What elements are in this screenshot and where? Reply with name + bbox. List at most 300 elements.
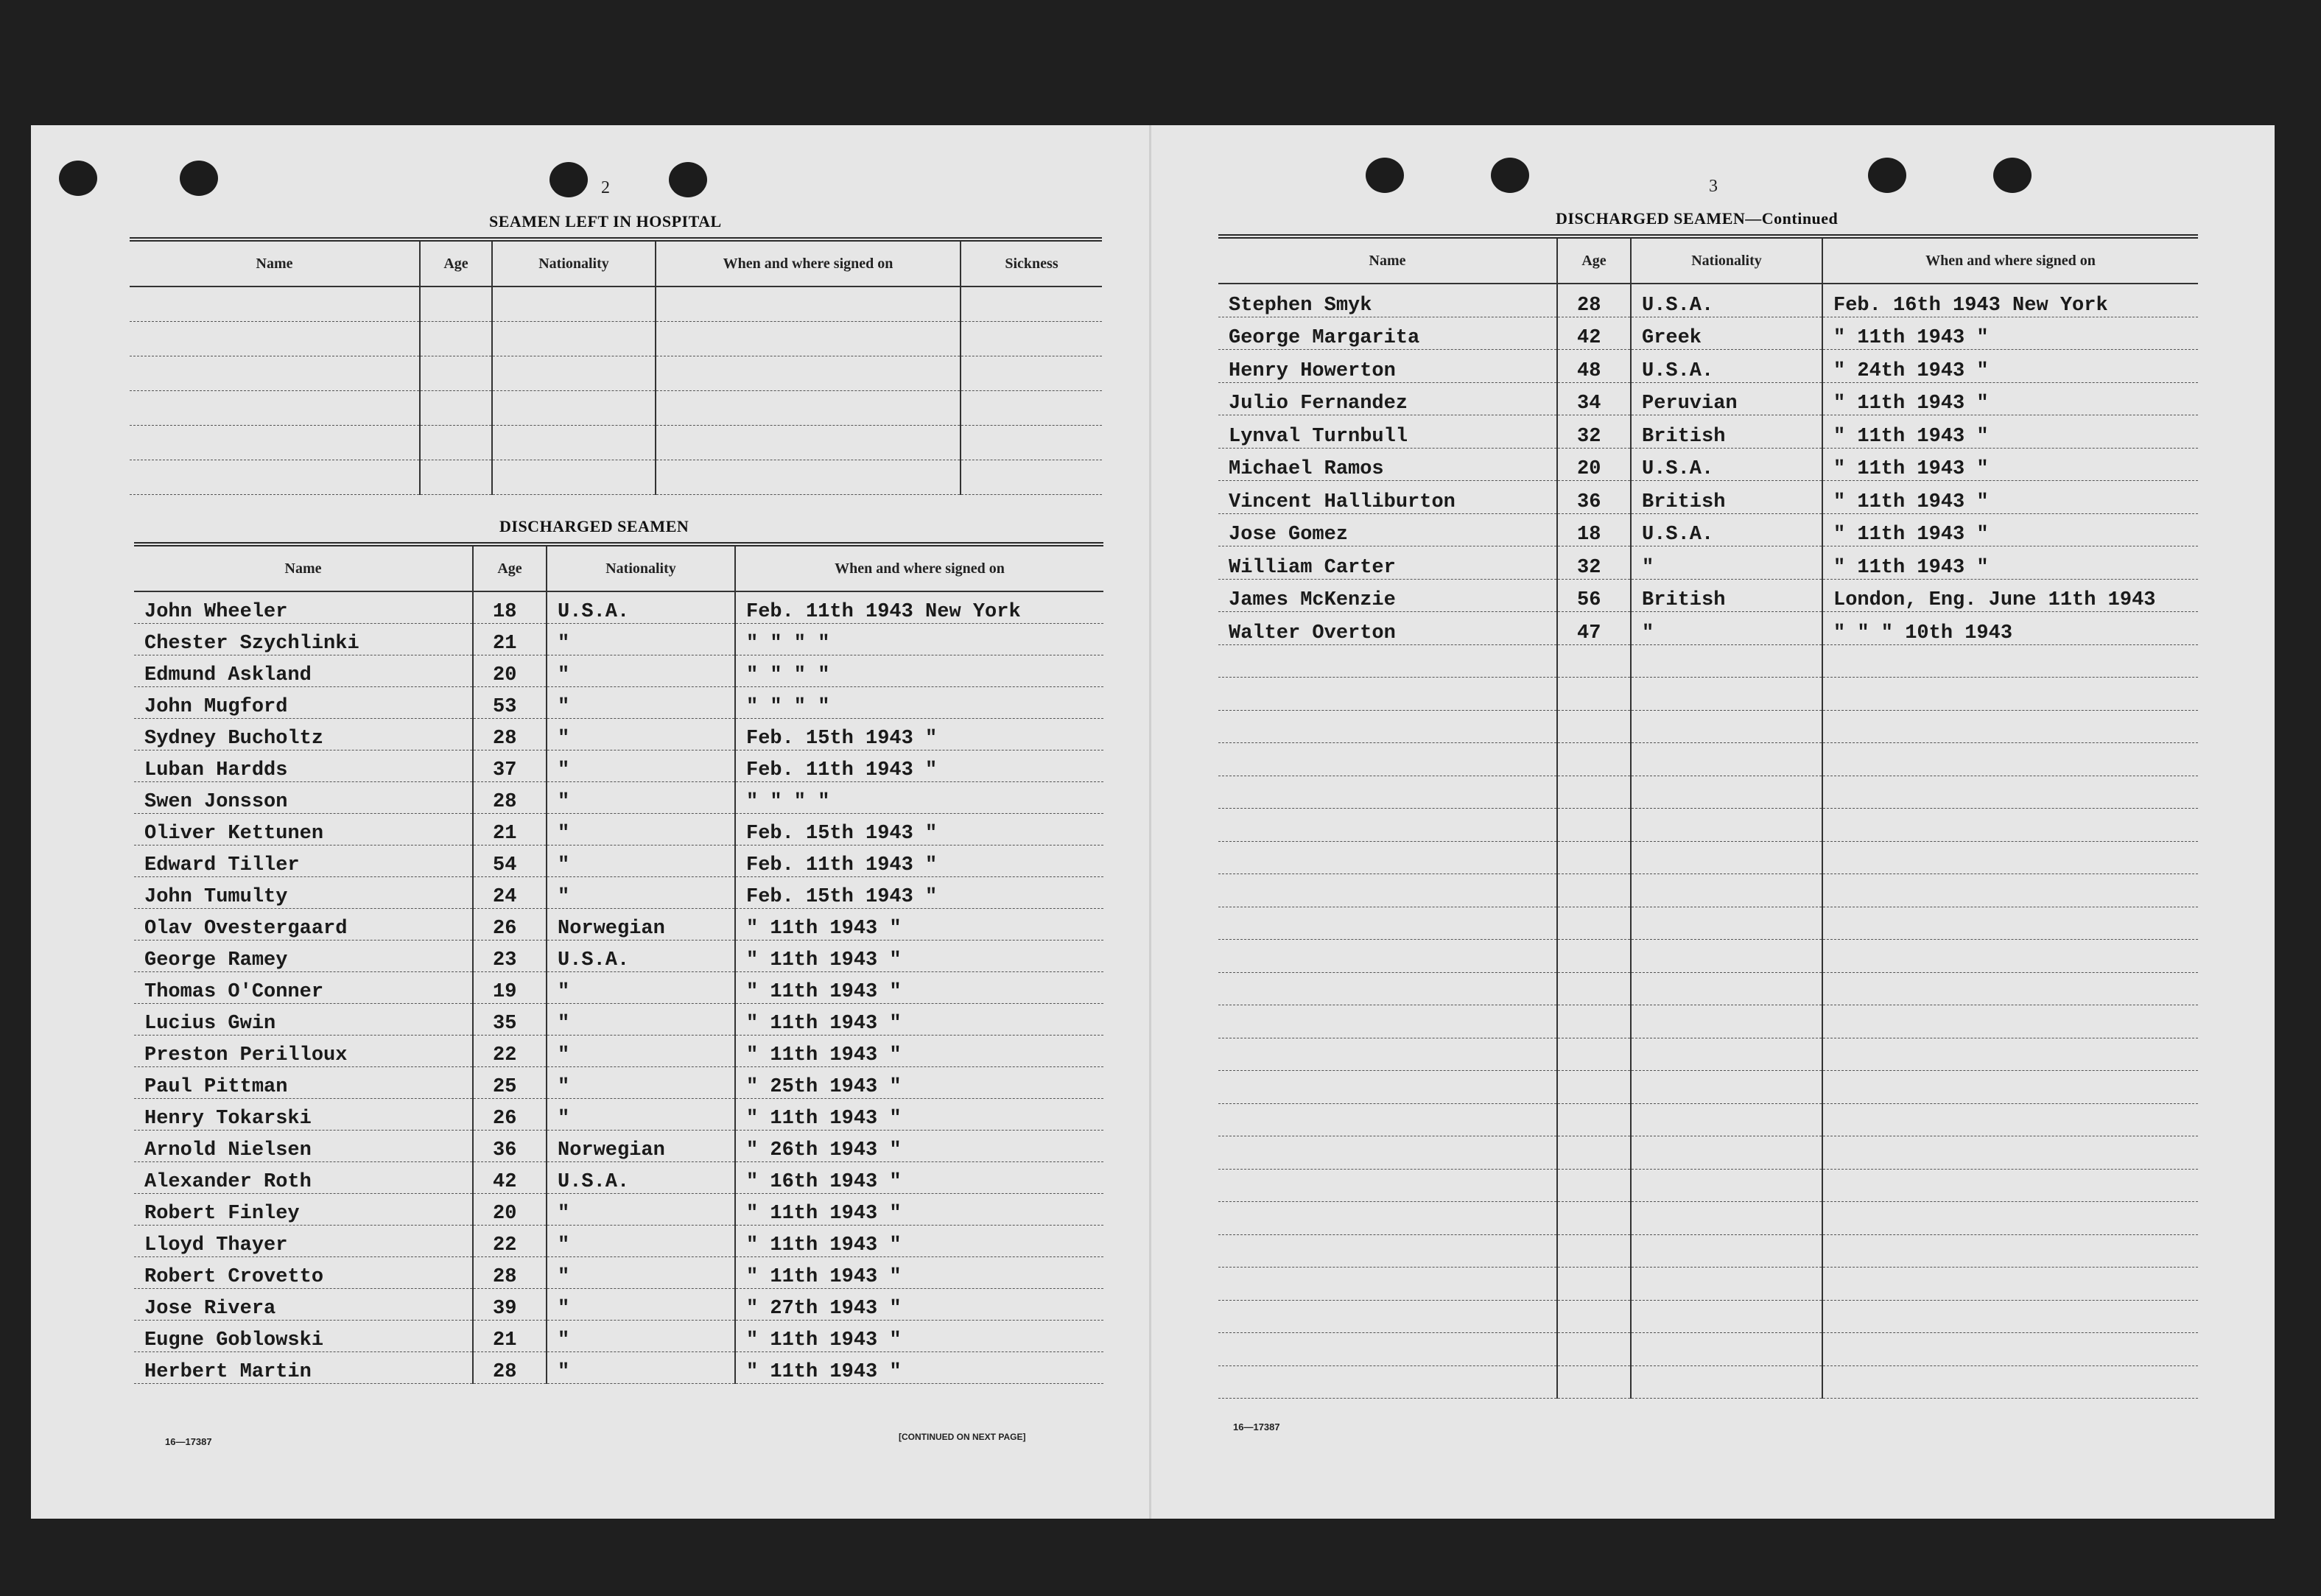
table-row: [1218, 1268, 2198, 1301]
table-row: [134, 846, 1103, 877]
table-cell: Lucius Gwin: [134, 1004, 473, 1036]
table-cell: 39: [473, 1289, 547, 1321]
table-cell: 42: [1557, 317, 1631, 350]
empty-cell: [1557, 972, 1631, 1005]
empty-cell: [1822, 776, 2198, 809]
empty-cell: [1557, 1333, 1631, 1366]
table-cell: " 26th 1943 ": [735, 1131, 1103, 1162]
table-cell: John Tumulty: [134, 877, 473, 909]
table-cell: " " " 10th 1943: [1822, 612, 2198, 645]
table-cell: Henry Howerton: [1218, 350, 1557, 383]
table-cell: London, Eng. June 11th 1943: [1822, 579, 2198, 612]
empty-cell: [1218, 1365, 1557, 1399]
empty-cell: [1822, 809, 2198, 842]
table-cell: ": [547, 972, 735, 1004]
table-cell: " " " ": [735, 655, 1103, 687]
table-cell: U.S.A.: [547, 1162, 735, 1194]
table-cell: U.S.A.: [1631, 350, 1822, 383]
table-cell: British: [1631, 415, 1822, 449]
table-cell: Feb. 15th 1943 ": [735, 877, 1103, 909]
table-cell: Feb. 11th 1943 ": [735, 846, 1103, 877]
table-row: [1218, 1071, 2198, 1104]
empty-cell: [130, 322, 420, 356]
hospital-table: [130, 237, 1102, 495]
empty-cell: [1822, 972, 2198, 1005]
table-cell: ": [547, 877, 735, 909]
empty-cell: [1822, 1038, 2198, 1071]
empty-cell: [1822, 1300, 2198, 1333]
left-page: [97, 125, 1110, 1519]
table-cell: " 27th 1943 ": [735, 1289, 1103, 1321]
table-row: [1218, 612, 2198, 645]
empty-cell: [130, 356, 420, 391]
table-row: [134, 591, 1103, 624]
empty-cell: [1218, 1300, 1557, 1333]
form-number: 16—17387: [1233, 1421, 1280, 1432]
empty-cell: [1218, 1038, 1557, 1071]
table-cell: " 24th 1943 ": [1822, 350, 2198, 383]
table-cell: " 11th 1943 ": [735, 1321, 1103, 1352]
empty-cell: [1631, 907, 1822, 940]
table-cell: 22: [473, 1226, 547, 1257]
table-cell: 25: [473, 1067, 547, 1099]
table-cell: ": [547, 655, 735, 687]
table-cell: ": [1631, 612, 1822, 645]
table-cell: Vincent Halliburton: [1218, 481, 1557, 514]
table-row: [1218, 972, 2198, 1005]
table-cell: Olav Ovestergaard: [134, 909, 473, 941]
table-row: [130, 426, 1102, 460]
table-row: [1218, 546, 2198, 580]
table-row: [1218, 350, 2198, 383]
table-row: [134, 1131, 1103, 1162]
empty-cell: [1218, 1268, 1557, 1301]
table-row: [134, 1194, 1103, 1226]
empty-cell: [1631, 1333, 1822, 1366]
empty-cell: [1822, 1202, 2198, 1235]
empty-cell: [656, 460, 961, 495]
table-cell: 20: [1557, 448, 1631, 481]
empty-cell: [1218, 678, 1557, 711]
empty-cell: [961, 460, 1102, 495]
empty-cell: [656, 391, 961, 426]
column-header: When and where signed on: [735, 544, 1103, 591]
empty-cell: [1218, 710, 1557, 743]
table-cell: " " " ": [735, 782, 1103, 814]
empty-cell: [1218, 1202, 1557, 1235]
table-cell: Norwegian: [547, 1131, 735, 1162]
table-cell: 22: [473, 1036, 547, 1067]
table-cell: 21: [473, 624, 547, 655]
table-cell: 34: [1557, 382, 1631, 415]
table-cell: Jose Rivera: [134, 1289, 473, 1321]
empty-cell: [1557, 841, 1631, 874]
table-cell: ": [547, 1226, 735, 1257]
table-row: [134, 972, 1103, 1004]
table-cell: " 11th 1943 ": [735, 1194, 1103, 1226]
empty-cell: [1218, 874, 1557, 907]
table-cell: John Mugford: [134, 687, 473, 719]
empty-cell: [1218, 1333, 1557, 1366]
table-row: [1218, 874, 2198, 907]
table-row: [1218, 1038, 2198, 1071]
table-cell: 20: [473, 1194, 547, 1226]
empty-cell: [420, 356, 492, 391]
empty-cell: [1822, 1005, 2198, 1038]
table-cell: 37: [473, 750, 547, 782]
empty-cell: [1557, 1300, 1631, 1333]
table-cell: James McKenzie: [1218, 579, 1557, 612]
empty-cell: [656, 356, 961, 391]
empty-cell: [420, 286, 492, 322]
table-cell: " 11th 1943 ": [735, 1004, 1103, 1036]
table-cell: " 11th 1943 ": [735, 1036, 1103, 1067]
column-header: When and where signed on: [1822, 236, 2198, 284]
empty-cell: [1822, 1071, 2198, 1104]
table-row: [134, 814, 1103, 846]
empty-cell: [1822, 1169, 2198, 1202]
table-cell: " 11th 1943 ": [735, 941, 1103, 972]
table-row: [1218, 1169, 2198, 1202]
table-cell: " " " ": [735, 624, 1103, 655]
table-cell: 54: [473, 846, 547, 877]
empty-cell: [492, 391, 656, 426]
empty-cell: [1631, 743, 1822, 776]
empty-cell: [1631, 1234, 1822, 1268]
empty-cell: [656, 426, 961, 460]
table-cell: Feb. 11th 1943 New York: [735, 591, 1103, 624]
table-cell: 36: [473, 1131, 547, 1162]
empty-cell: [130, 286, 420, 322]
table-cell: " 11th 1943 ": [735, 972, 1103, 1004]
empty-cell: [1218, 907, 1557, 940]
table-cell: " 11th 1943 ": [1822, 448, 2198, 481]
table-row: [1218, 1234, 2198, 1268]
empty-cell: [1822, 841, 2198, 874]
table-cell: 28: [1557, 284, 1631, 317]
table-cell: Henry Tokarski: [134, 1099, 473, 1131]
empty-cell: [1557, 1169, 1631, 1202]
table-cell: ": [547, 1289, 735, 1321]
empty-cell: [1557, 1038, 1631, 1071]
table-row: [1218, 841, 2198, 874]
table-cell: Norwegian: [547, 909, 735, 941]
table-row: [1218, 743, 2198, 776]
table-row: [134, 1004, 1103, 1036]
table-row: [1218, 1136, 2198, 1170]
empty-cell: [1631, 940, 1822, 973]
table-row: [134, 1099, 1103, 1131]
table-row: [1218, 1103, 2198, 1136]
page-number: 3: [1709, 177, 1718, 196]
empty-cell: [1631, 874, 1822, 907]
table-cell: ": [547, 719, 735, 750]
table-cell: ": [547, 687, 735, 719]
table-row: [1218, 1202, 2198, 1235]
empty-cell: [1557, 1202, 1631, 1235]
table-cell: John Wheeler: [134, 591, 473, 624]
empty-cell: [1557, 776, 1631, 809]
table-cell: Arnold Nielsen: [134, 1131, 473, 1162]
table-row: [134, 1226, 1103, 1257]
table-row: [1218, 1300, 2198, 1333]
table-row: [1218, 448, 2198, 481]
empty-cell: [1218, 940, 1557, 973]
table-cell: " 11th 1943 ": [1822, 317, 2198, 350]
table-cell: ": [547, 624, 735, 655]
table-cell: ": [547, 1099, 735, 1131]
empty-cell: [492, 322, 656, 356]
empty-cell: [1557, 874, 1631, 907]
empty-cell: [1218, 809, 1557, 842]
empty-cell: [1218, 743, 1557, 776]
table-row: [134, 750, 1103, 782]
table-cell: 24: [473, 877, 547, 909]
column-header: Age: [1557, 236, 1631, 284]
table-row: [130, 356, 1102, 391]
column-header: Sickness: [961, 239, 1102, 286]
table-cell: Edward Tiller: [134, 846, 473, 877]
table-cell: 48: [1557, 350, 1631, 383]
table-cell: " 11th 1943 ": [735, 1226, 1103, 1257]
table-row: [134, 1321, 1103, 1352]
table-row: [1218, 776, 2198, 809]
table-row: [134, 1036, 1103, 1067]
table-cell: Lloyd Thayer: [134, 1226, 473, 1257]
table-cell: Julio Fernandez: [1218, 382, 1557, 415]
table-row: [1218, 1005, 2198, 1038]
empty-cell: [656, 322, 961, 356]
table-cell: 20: [473, 655, 547, 687]
table-cell: Jose Gomez: [1218, 513, 1557, 546]
table-cell: Robert Finley: [134, 1194, 473, 1226]
empty-cell: [420, 322, 492, 356]
table-cell: " 25th 1943 ": [735, 1067, 1103, 1099]
table-row: [134, 624, 1103, 655]
table-row: [134, 1289, 1103, 1321]
empty-cell: [1822, 1103, 2198, 1136]
table-cell: U.S.A.: [547, 591, 735, 624]
column-header: Nationality: [492, 239, 656, 286]
table-cell: Thomas O'Conner: [134, 972, 473, 1004]
table-cell: " 11th 1943 ": [735, 1099, 1103, 1131]
empty-cell: [1822, 710, 2198, 743]
empty-cell: [1557, 907, 1631, 940]
table-row: [134, 782, 1103, 814]
empty-cell: [492, 286, 656, 322]
table-row: [134, 941, 1103, 972]
table-cell: Alexander Roth: [134, 1162, 473, 1194]
empty-cell: [420, 460, 492, 495]
discharged-table: [134, 542, 1103, 1384]
table-row: [1218, 809, 2198, 842]
empty-cell: [1218, 972, 1557, 1005]
table-row: [130, 322, 1102, 356]
empty-cell: [1557, 1071, 1631, 1104]
table-row: [1218, 317, 2198, 350]
empty-cell: [1218, 644, 1557, 678]
empty-cell: [1822, 1365, 2198, 1399]
table-cell: " 11th 1943 ": [735, 1257, 1103, 1289]
empty-cell: [1557, 1005, 1631, 1038]
empty-cell: [1631, 1365, 1822, 1399]
table-cell: U.S.A.: [1631, 513, 1822, 546]
table-row: [130, 286, 1102, 322]
table-row: [134, 655, 1103, 687]
continued-note: [CONTINUED ON NEXT PAGE]: [899, 1432, 1026, 1442]
empty-cell: [1631, 1038, 1822, 1071]
table-row: [134, 1352, 1103, 1384]
empty-cell: [492, 356, 656, 391]
table-cell: Feb. 15th 1943 ": [735, 814, 1103, 846]
table-row: [1218, 382, 2198, 415]
table-cell: ": [547, 846, 735, 877]
column-header: Name: [134, 544, 473, 591]
table-cell: ": [547, 1352, 735, 1384]
empty-cell: [1218, 841, 1557, 874]
empty-cell: [1557, 1234, 1631, 1268]
table-cell: 28: [473, 1257, 547, 1289]
empty-cell: [1822, 1234, 2198, 1268]
manifest-spread: [31, 125, 2275, 1519]
empty-cell: [1218, 1169, 1557, 1202]
discharged-section-title: DISCHARGED SEAMEN: [499, 517, 689, 535]
empty-cell: [1631, 1071, 1822, 1104]
empty-cell: [961, 391, 1102, 426]
table-cell: Luban Hardds: [134, 750, 473, 782]
table-cell: Edmund Askland: [134, 655, 473, 687]
table-cell: 36: [1557, 481, 1631, 514]
table-cell: ": [1631, 546, 1822, 580]
empty-cell: [1822, 874, 2198, 907]
column-header: Age: [420, 239, 492, 286]
table-cell: ": [547, 1036, 735, 1067]
table-cell: Feb. 16th 1943 New York: [1822, 284, 2198, 317]
empty-cell: [1557, 743, 1631, 776]
table-row: [1218, 284, 2198, 317]
empty-cell: [961, 322, 1102, 356]
table-cell: 28: [473, 782, 547, 814]
table-cell: Feb. 15th 1943 ": [735, 719, 1103, 750]
table-cell: 35: [473, 1004, 547, 1036]
table-cell: ": [547, 750, 735, 782]
table-row: [134, 1162, 1103, 1194]
form-number: 16—17387: [165, 1436, 212, 1447]
table-cell: Feb. 11th 1943 ": [735, 750, 1103, 782]
empty-cell: [1218, 1136, 1557, 1170]
table-row: [1218, 513, 2198, 546]
table-cell: Swen Jonsson: [134, 782, 473, 814]
table-cell: 28: [473, 1352, 547, 1384]
table-row: [130, 460, 1102, 495]
table-cell: " 11th 1943 ": [1822, 546, 2198, 580]
column-header: When and where signed on: [656, 239, 961, 286]
empty-cell: [1218, 1005, 1557, 1038]
column-header: Name: [130, 239, 420, 286]
table-cell: Walter Overton: [1218, 612, 1557, 645]
empty-cell: [130, 426, 420, 460]
table-cell: George Margarita: [1218, 317, 1557, 350]
table-cell: 18: [1557, 513, 1631, 546]
table-cell: ": [547, 1257, 735, 1289]
empty-cell: [1822, 1268, 2198, 1301]
table-cell: " 11th 1943 ": [1822, 513, 2198, 546]
empty-cell: [1631, 1268, 1822, 1301]
column-header: Nationality: [1631, 236, 1822, 284]
empty-cell: [1631, 972, 1822, 1005]
empty-cell: [1557, 1365, 1631, 1399]
empty-cell: [1218, 1234, 1557, 1268]
table-cell: 28: [473, 719, 547, 750]
empty-cell: [1631, 1103, 1822, 1136]
table-cell: Chester Szychlinki: [134, 624, 473, 655]
table-cell: " 11th 1943 ": [735, 909, 1103, 941]
table-cell: 53: [473, 687, 547, 719]
table-cell: " 11th 1943 ": [735, 1352, 1103, 1384]
table-row: [134, 909, 1103, 941]
empty-cell: [1822, 1136, 2198, 1170]
column-header: Age: [473, 544, 547, 591]
empty-cell: [1631, 644, 1822, 678]
empty-cell: [1631, 841, 1822, 874]
empty-cell: [420, 426, 492, 460]
table-cell: William Carter: [1218, 546, 1557, 580]
empty-cell: [1557, 809, 1631, 842]
table-row: [1218, 481, 2198, 514]
table-row: [1218, 579, 2198, 612]
table-row: [134, 877, 1103, 909]
table-cell: 23: [473, 941, 547, 972]
empty-cell: [1557, 678, 1631, 711]
table-cell: Robert Crovetto: [134, 1257, 473, 1289]
table-cell: ": [547, 814, 735, 846]
table-cell: Eugne Goblowski: [134, 1321, 473, 1352]
empty-cell: [1631, 1005, 1822, 1038]
table-cell: Oliver Kettunen: [134, 814, 473, 846]
discharged-continued-table: [1218, 234, 2198, 1399]
table-cell: 47: [1557, 612, 1631, 645]
table-cell: 19: [473, 972, 547, 1004]
table-row: [1218, 710, 2198, 743]
empty-cell: [1557, 940, 1631, 973]
column-header: Nationality: [547, 544, 735, 591]
empty-cell: [1631, 1169, 1822, 1202]
empty-cell: [1218, 1103, 1557, 1136]
table-cell: British: [1631, 481, 1822, 514]
column-header: Name: [1218, 236, 1557, 284]
table-cell: Michael Ramos: [1218, 448, 1557, 481]
table-row: [1218, 1365, 2198, 1399]
table-cell: Sydney Bucholtz: [134, 719, 473, 750]
table-cell: Herbert Martin: [134, 1352, 473, 1384]
table-row: [1218, 415, 2198, 449]
empty-cell: [1631, 809, 1822, 842]
empty-cell: [1822, 940, 2198, 973]
table-row: [1218, 1333, 2198, 1366]
empty-cell: [1822, 678, 2198, 711]
empty-cell: [492, 460, 656, 495]
table-cell: 56: [1557, 579, 1631, 612]
empty-cell: [130, 460, 420, 495]
right-page: [1215, 125, 2239, 1519]
empty-cell: [961, 356, 1102, 391]
empty-cell: [1557, 1136, 1631, 1170]
table-cell: ": [547, 1194, 735, 1226]
empty-cell: [1218, 776, 1557, 809]
table-cell: 21: [473, 814, 547, 846]
empty-cell: [1557, 1103, 1631, 1136]
empty-cell: [130, 391, 420, 426]
